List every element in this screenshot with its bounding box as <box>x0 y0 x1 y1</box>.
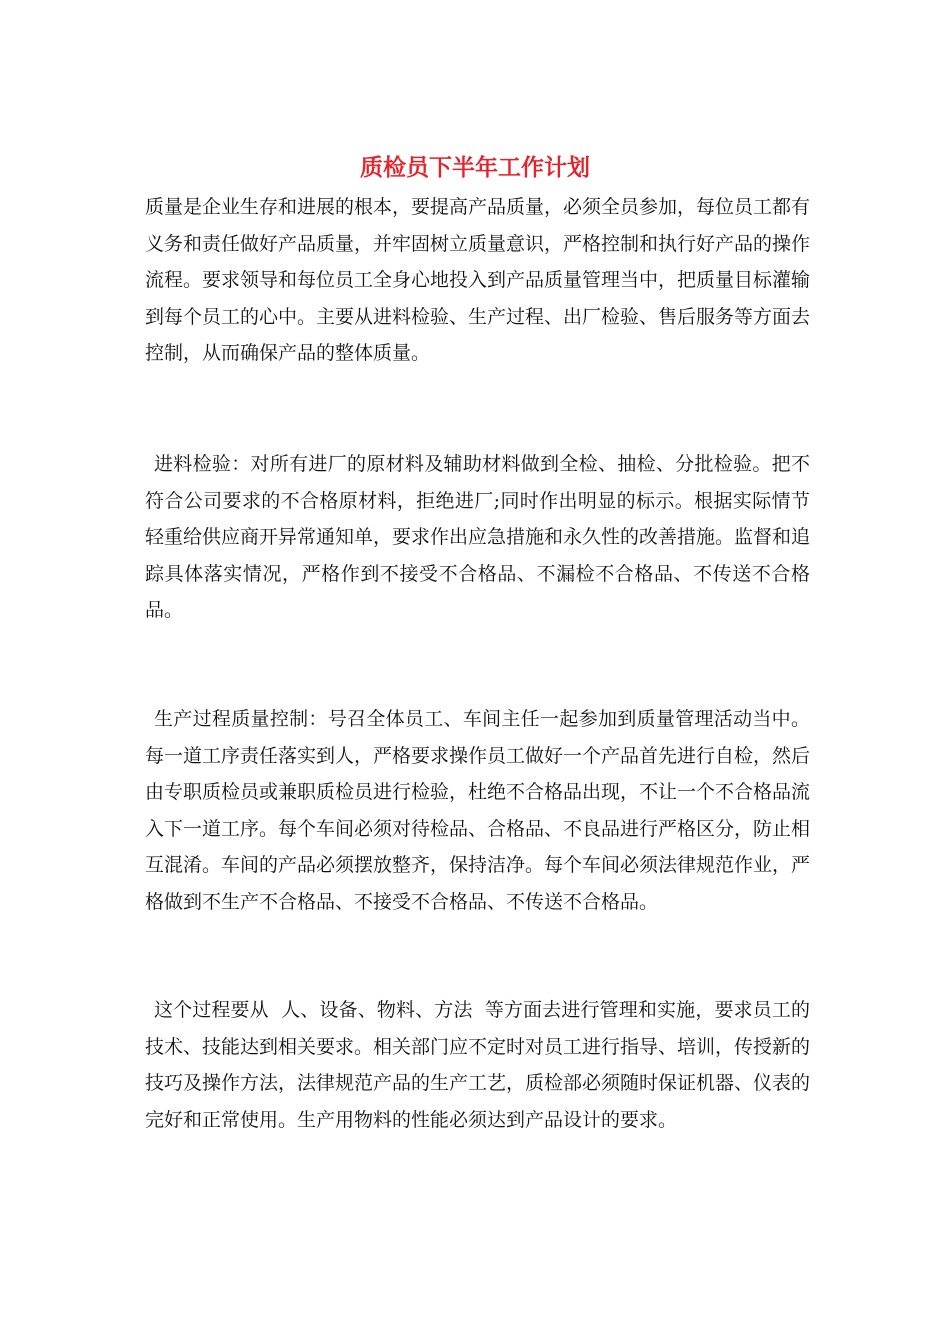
paragraph-process-management: 这个过程要从 人、设备、物料、方法 等方面去进行管理和实施，要求员工的技术、技能达到相关要求。相关部门应不定时对员工进行指导、培训，传授新的技巧及操作方法，法律规范产品的生产工艺，质检部必须随时保证机器、仪表的完好和正常使用。生产用物料的性能必须达到产品设计的要求。 <box>145 999 811 1131</box>
paragraph-intro: 质量是企业生存和进展的根本，要提高产品质量，必须全员参加，每位员工都有义务和责任做好产品质量，并牢固树立质量意识，严格控制和执行好产品的操作流程。要求领导和每位员工全身心地投入到产品质量管理当中，把质量目标灌输到每个员工的心中。主要从进料检验、生产过程、出厂检验、售后服务等方面去控制，从而确保产品的整体质量。 <box>145 196 811 364</box>
paragraph-production-control: 生产过程质量控制：号召全体员工、车间主任一起参加到质量管理活动当中。每一道工序责任落实到人，严格要求操作员工做好一个产品首先进行自检，然后由专职质检员或兼职质检员进行检验，杜绝不合格品出现，不让一个不合格品流入下一道工序。每个车间必须对待检品、合格品、不良品进行严格区分，防止相互混淆。车间的产品必须摆放整齐，保持洁净。每个车间必须法律规范作业，严格做到不生产不合格品、不接受不合格品、不传送不合格品。 <box>145 708 811 913</box>
paragraph-incoming-inspection: 进料检验：对所有进厂的原材料及辅助材料做到全检、抽检、分批检验。把不符合公司要求的不合格原材料，拒绝进厂;同时作出明显的标示。根据实际情节轻重给供应商开异常通知单，要求作出应急措施和永久性的改善措施。监督和追踪具体落实情况，严格作到不接受不合格品、不漏检不合格品、不传送不合格品。 <box>145 453 811 621</box>
document-title: 质检员下半年工作计划 <box>360 154 590 181</box>
